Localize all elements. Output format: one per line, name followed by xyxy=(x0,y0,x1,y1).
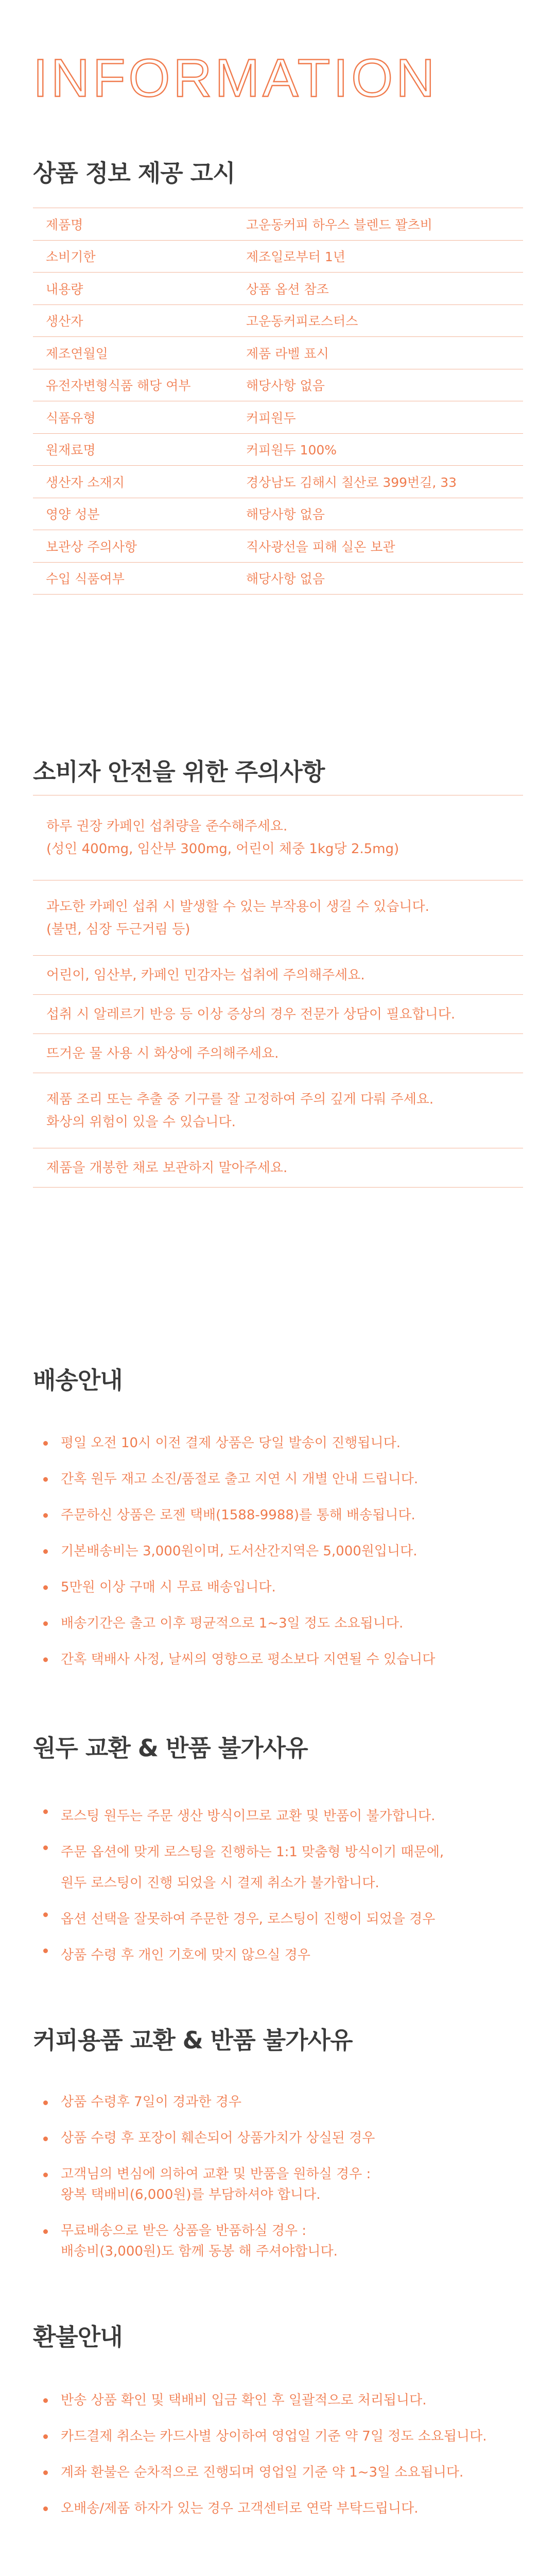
bullet-dot-icon xyxy=(43,2434,48,2439)
list-item xyxy=(33,1837,523,1899)
info-value: 고운동커피로스터스 xyxy=(246,304,523,337)
safety-item-text: 뜨거운 물 사용 시 화상에 주의해주세요. xyxy=(46,1045,279,1061)
info-label: 유전자변형식품 해당 여부 xyxy=(33,369,246,401)
bullet-dot-icon xyxy=(43,1549,48,1554)
info-value: 직사광선을 피해 실온 보관 xyxy=(246,530,523,563)
bean-exchange-title: 원두 교환 & 반품 불가사유 xyxy=(33,1734,308,1762)
list-item-text: 옵션 선택을 잘못하여 주문한 경우, 로스팅이 진행이 되었을 경우 xyxy=(61,1911,436,1927)
list-item-text: 배송기간은 출고 이후 평균적으로 1~3일 정도 소요됩니다. xyxy=(61,1616,404,1631)
bullet-dot-icon xyxy=(43,2506,48,2511)
list-item xyxy=(33,2498,523,2519)
bullet-dot-icon xyxy=(43,2229,48,2234)
info-row xyxy=(33,498,523,530)
product-info-table xyxy=(33,208,523,595)
safety-item xyxy=(33,880,523,956)
list-item xyxy=(33,1540,523,1562)
info-label: 영양 성분 xyxy=(33,498,246,530)
list-item-text: 간혹 원두 재고 소진/품절로 출고 지연 시 개별 안내 드립니다. xyxy=(61,1471,419,1487)
info-row xyxy=(33,562,523,595)
bullet-dot-icon xyxy=(43,2398,48,2403)
info-row xyxy=(33,401,523,434)
bean-exchange-list xyxy=(33,1801,523,1976)
safety-item xyxy=(33,1034,523,1073)
list-item xyxy=(33,2221,523,2262)
safety-item-text: 화상의 위험이 있을 수 있습니다. xyxy=(46,1114,236,1130)
list-item-text: 5만원 이상 구매 시 무료 배송입니다. xyxy=(61,1580,276,1595)
safety-item-text: 과도한 카페인 섭취 시 발생할 수 있는 부작용이 생길 수 있습니다. xyxy=(46,899,429,914)
info-row xyxy=(33,304,523,337)
safety-item-text: 하루 권장 카페인 섭취량을 준수해주세요. xyxy=(46,819,288,834)
safety-item xyxy=(33,795,523,880)
list-item-text: 카드결제 취소는 카드사별 상이하여 영업일 기준 약 7일 정도 소요됩니다. xyxy=(61,2429,487,2444)
bullet-dot-icon xyxy=(43,1441,48,1446)
list-item xyxy=(33,2164,523,2205)
list-item xyxy=(33,2092,523,2112)
bullet-dot-icon xyxy=(43,2470,48,2475)
list-item xyxy=(33,1649,523,1670)
shipping-list xyxy=(33,1432,523,1685)
list-item xyxy=(33,1577,523,1598)
info-row xyxy=(33,433,523,466)
list-item-text: 간혹 택배사 사정, 날씨의 영향으로 평소보다 지연될 수 있습니다 xyxy=(61,1652,436,1667)
list-item-text: 상품 수령 후 포장이 훼손되어 상품가치가 상실된 경우 xyxy=(61,2130,375,2146)
info-label: 제조연월일 xyxy=(33,337,246,369)
list-item xyxy=(33,2426,523,2447)
info-value: 제조일로부터 1년 xyxy=(246,240,523,273)
safety-item xyxy=(33,956,523,995)
bullet-dot-icon xyxy=(43,2100,48,2105)
safety-item xyxy=(33,995,523,1034)
bullet-dot-icon xyxy=(43,1477,48,1482)
safety-item-text: 어린이, 임산부, 카페인 민감자는 섭취에 주의해주세요. xyxy=(46,967,365,983)
list-item-text: 왕복 택배비(6,000원)를 부담하셔야 합니다. xyxy=(61,2187,321,2202)
bullet-dot-icon xyxy=(43,1513,48,1518)
bullet-dot-icon xyxy=(43,1621,48,1626)
list-item-text: 주문 옵션에 맞게 로스팅을 진행하는 1:1 맞춤형 방식이기 때문에, xyxy=(61,1844,444,1860)
bullet-dot-icon xyxy=(43,1912,48,1917)
safety-item-text: (성인 400mg, 임산부 300mg, 어린이 체중 1kg당 2.5mg) xyxy=(46,841,399,857)
list-item-text: 상품 수령후 7일이 경과한 경우 xyxy=(61,2094,241,2110)
bullet-dot-icon xyxy=(43,1585,48,1590)
info-row xyxy=(33,530,523,563)
list-item xyxy=(33,1468,523,1490)
info-label: 소비기한 xyxy=(33,240,246,273)
info-label: 제품명 xyxy=(33,208,246,241)
list-item-text: 로스팅 원두는 주문 생산 방식이므로 교환 및 반품이 불가합니다. xyxy=(61,1808,436,1824)
info-value: 상품 옵션 참조 xyxy=(246,273,523,305)
info-label: 원재료명 xyxy=(33,433,246,466)
info-value: 해당사항 없음 xyxy=(246,498,523,530)
safety-item-text: 제품을 개봉한 채로 보관하지 말아주세요. xyxy=(46,1160,288,1176)
info-label: 생산자 소재지 xyxy=(33,466,246,498)
info-label: 생산자 xyxy=(33,304,246,337)
info-label: 내용량 xyxy=(33,273,246,305)
list-item-text: 계좌 환불은 순차적으로 진행되며 영업일 기준 약 1~3일 소요됩니다. xyxy=(61,2465,464,2480)
safety-list xyxy=(33,795,523,1188)
info-value: 제품 라벨 표시 xyxy=(246,337,523,369)
list-item-text: 반송 상품 확인 및 택배비 입금 확인 후 일괄적으로 처리됩니다. xyxy=(61,2393,427,2408)
list-item xyxy=(33,2462,523,2483)
list-item-text: 원두 로스팅이 진행 되었을 시 결제 취소가 불가합니다. xyxy=(61,1875,379,1891)
safety-item-text: 섭취 시 알레르기 반응 등 이상 증상의 경우 전문가 상담이 필요합니다. xyxy=(46,1006,456,1022)
safety-item xyxy=(33,1073,523,1148)
product-info-title: 상품 정보 제공 고시 xyxy=(33,159,235,187)
info-label: 보관상 주의사항 xyxy=(33,530,246,563)
list-item xyxy=(33,2389,523,2411)
bullet-dot-icon xyxy=(43,2173,48,2177)
goods-exchange-list xyxy=(33,2092,523,2277)
list-item xyxy=(33,2128,523,2148)
list-item-text: 오배송/제품 하자가 있는 경우 고객센터로 연락 부탁드립니다. xyxy=(61,2501,419,2516)
list-item-text: 무료배송으로 받은 상품을 반품하실 경우 : xyxy=(61,2223,307,2239)
info-row xyxy=(33,369,523,401)
safety-item-text: (불면, 심장 두근거림 등) xyxy=(46,921,190,937)
safety-title: 소비자 안전을 위한 주의사항 xyxy=(33,758,325,786)
info-value: 커피원두 xyxy=(246,401,523,434)
list-item-text: 기본배송비는 3,000원이며, 도서산간지역은 5,000원입니다. xyxy=(61,1544,418,1559)
info-row xyxy=(33,273,523,305)
safety-item-text: 제품 조리 또는 추출 중 기구를 잘 고정하여 주의 깊게 다뤄 주세요. xyxy=(46,1091,434,1107)
list-item-text: 상품 수령 후 개인 기호에 맞지 않으실 경우 xyxy=(61,1947,310,1963)
list-item-text: 주문하신 상품은 로젠 택배(1588-9988)를 통해 배송됩니다. xyxy=(61,1507,415,1523)
hero-title: INFORMATION xyxy=(33,48,438,108)
info-row xyxy=(33,466,523,498)
list-item xyxy=(33,1940,523,1971)
list-item-text: 고객님의 변심에 의하여 교환 및 반품을 원하실 경우 : xyxy=(61,2166,371,2182)
safety-item xyxy=(33,1148,523,1188)
info-value: 해당사항 없음 xyxy=(246,562,523,595)
list-item xyxy=(33,1504,523,1526)
goods-exchange-title: 커피용품 교환 & 반품 불가사유 xyxy=(33,2026,353,2054)
list-item xyxy=(33,1613,523,1634)
refund-list xyxy=(33,2389,523,2534)
info-row xyxy=(33,337,523,369)
shipping-title: 배송안내 xyxy=(33,1366,123,1394)
refund-title: 환불안내 xyxy=(33,2323,123,2351)
info-row xyxy=(33,208,523,241)
info-row xyxy=(33,240,523,273)
list-item xyxy=(33,1801,523,1832)
bullet-dot-icon xyxy=(43,1657,48,1662)
info-label: 식품유형 xyxy=(33,401,246,434)
info-value: 경상남도 김해시 칠산로 399번길, 33 xyxy=(246,466,523,498)
list-item xyxy=(33,1432,523,1454)
bullet-dot-icon xyxy=(43,1845,48,1850)
info-label: 수입 식품여부 xyxy=(33,562,246,595)
list-item-text: 배송비(3,000원)도 함께 동봉 해 주셔야합니다. xyxy=(61,2244,338,2259)
list-item-text: 평일 오전 10시 이전 결제 상품은 당일 발송이 진행됩니다. xyxy=(61,1435,401,1451)
info-value: 커피원두 100% xyxy=(246,433,523,466)
info-value: 해당사항 없음 xyxy=(246,369,523,401)
bullet-dot-icon xyxy=(43,2137,48,2141)
info-value: 고운동커피 하우스 블렌드 꽐츠비 xyxy=(246,208,523,241)
bullet-dot-icon xyxy=(43,1948,48,1953)
list-item xyxy=(33,1904,523,1935)
bullet-dot-icon xyxy=(43,1809,48,1814)
